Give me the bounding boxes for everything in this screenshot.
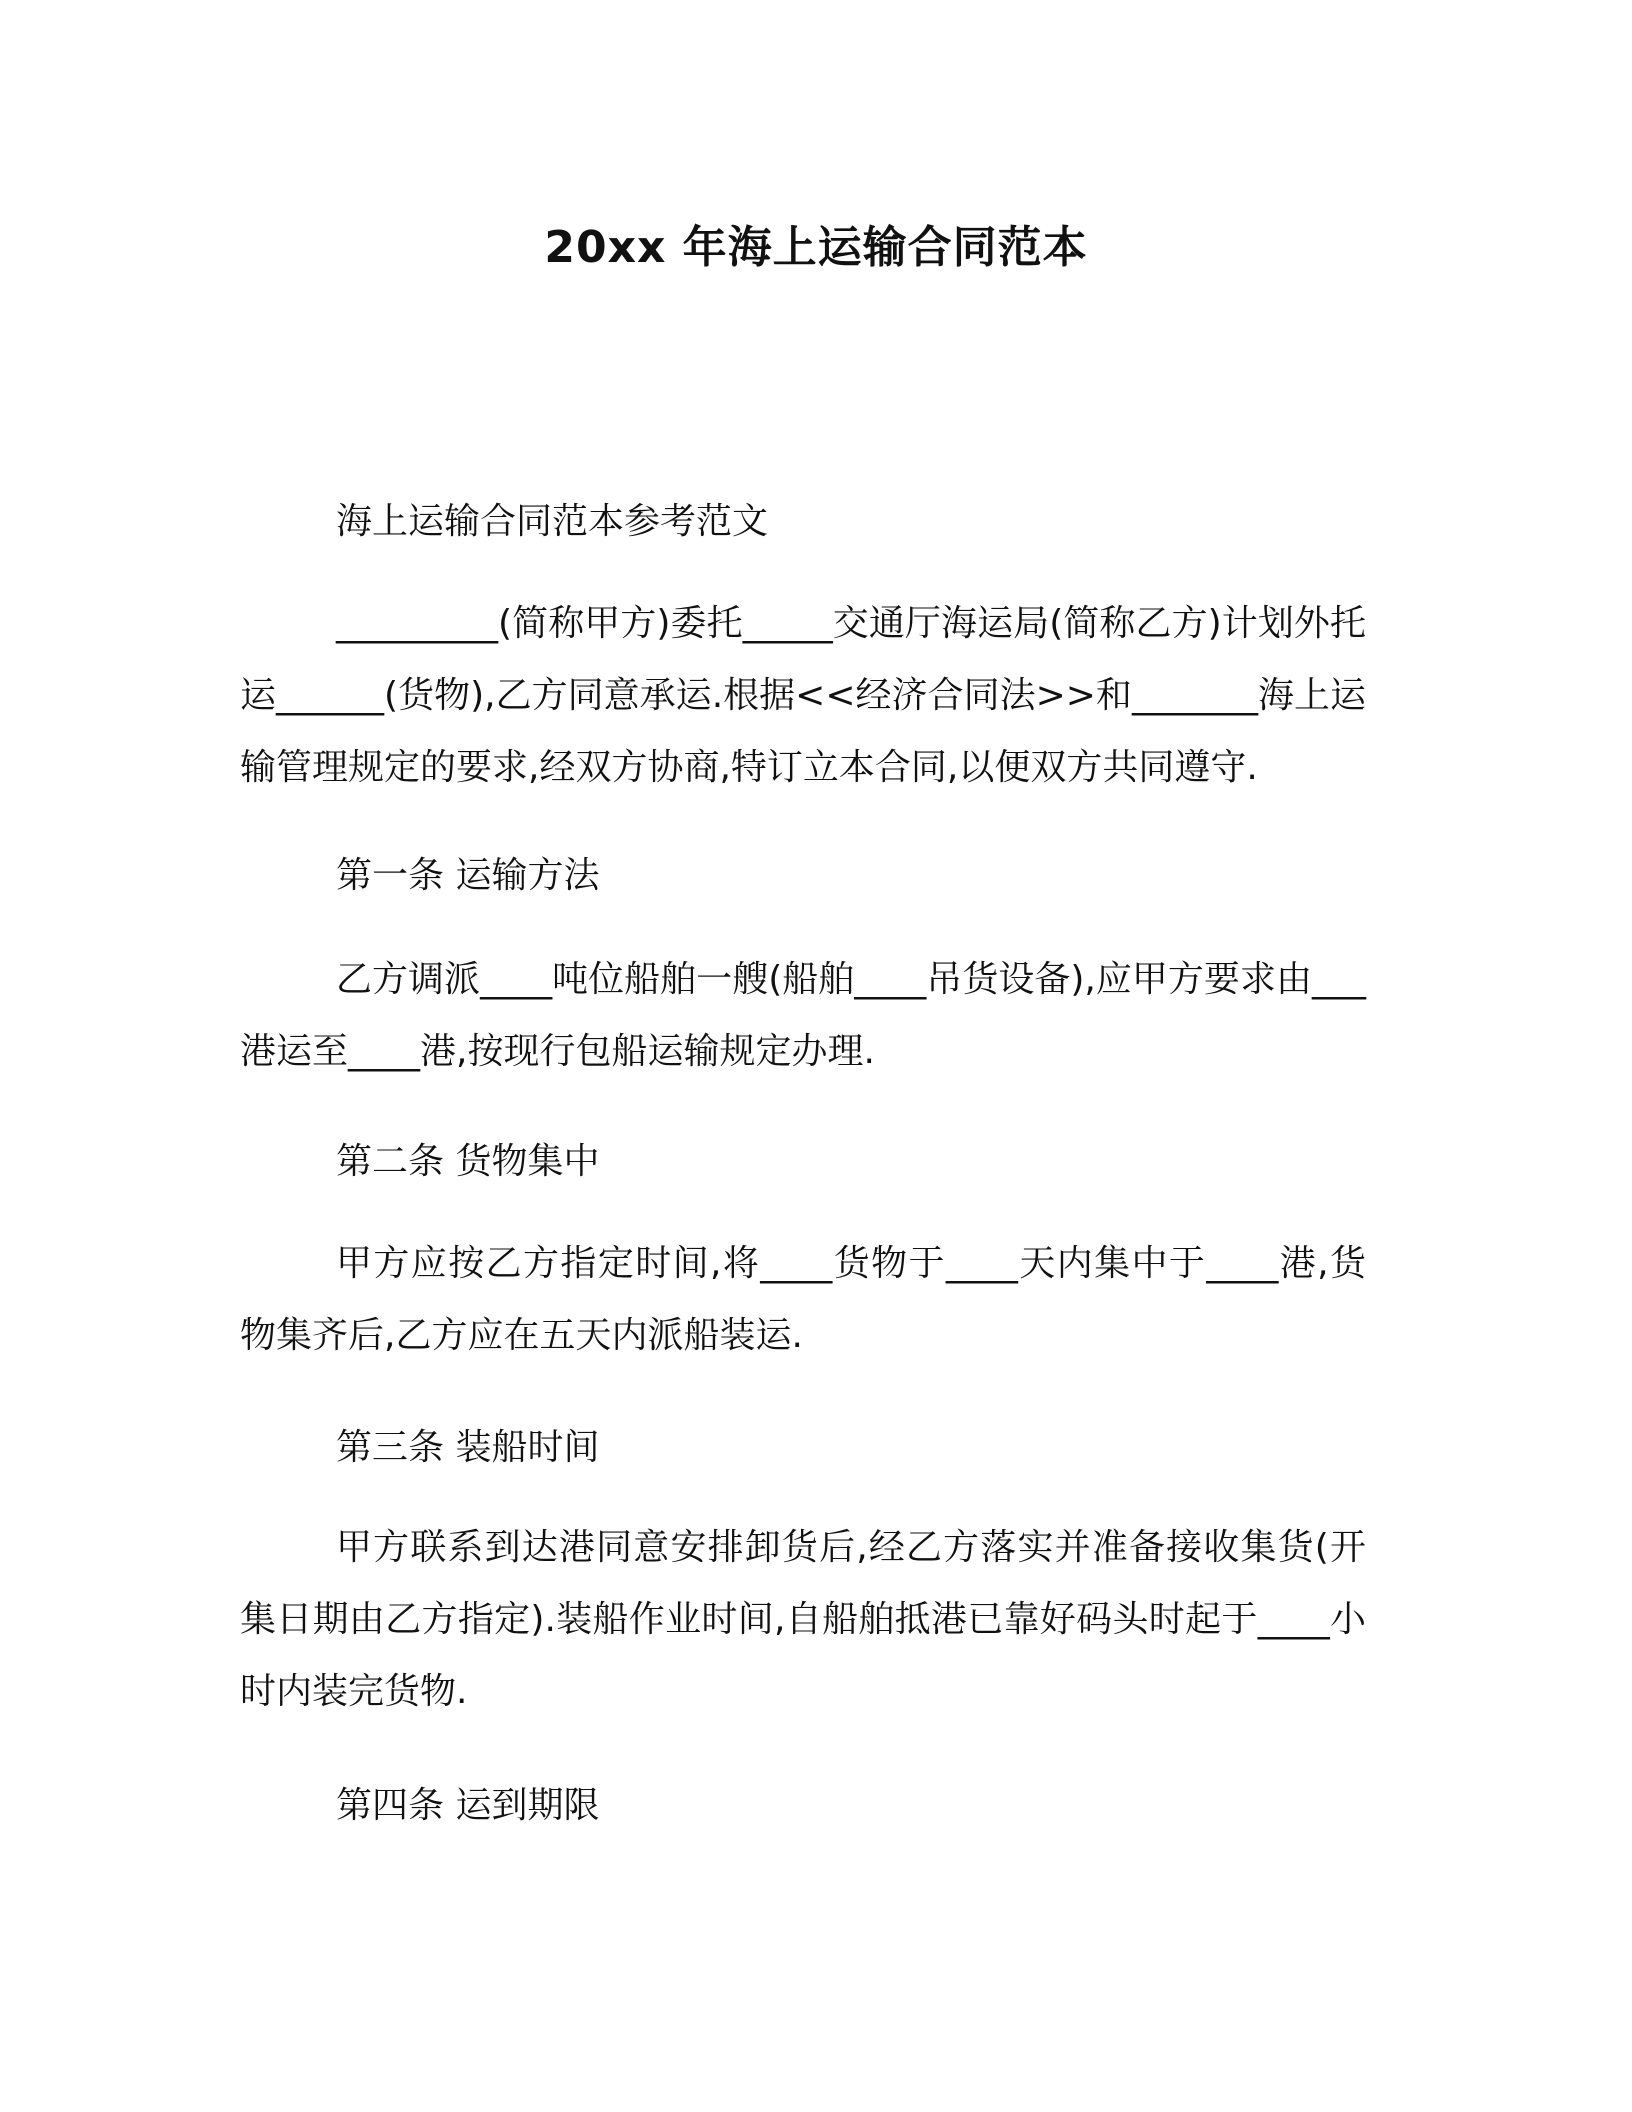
article-3-heading: 第三条 装船时间 (336, 1427, 600, 1468)
article-2-heading: 第二条 货物集中 (336, 1141, 600, 1182)
intro-paragraph: _________(简称甲方)委托_____交通厅海运局(简称乙方)计划外托运______(货物),乙方同意承运.根据<<经济合同法>>和_______海上运输管理规定的要求,经双方协商,特订立本合同,以便双方共同遵守. (240, 603, 1366, 788)
article-3-paragraph: 甲方联系到达港同意安排卸货后,经乙方落实并准备接收集货(开集日期由乙方指定).装船作业时间,自船舶抵港已靠好码头时起于____小时内装完货物. (240, 1527, 1366, 1712)
document-subtitle: 海上运输合同范本参考范文 (336, 501, 769, 542)
article-2-paragraph: 甲方应按乙方指定时间,将____货物于____天内集中于____港,货物集齐后,乙方应在五天内派船装运. (240, 1243, 1366, 1356)
article-1-heading: 第一条 运输方法 (336, 855, 600, 896)
document-title: 20xx 年海上运输合同范本 (544, 222, 1088, 273)
article-1-paragraph: 乙方调派____吨位船舶一艘(船舶____吊货设备),应甲方要求由___港运至____港,按现行包船运输规定办理. (240, 959, 1366, 1072)
article-4-heading: 第四条 运到期限 (336, 1785, 600, 1826)
